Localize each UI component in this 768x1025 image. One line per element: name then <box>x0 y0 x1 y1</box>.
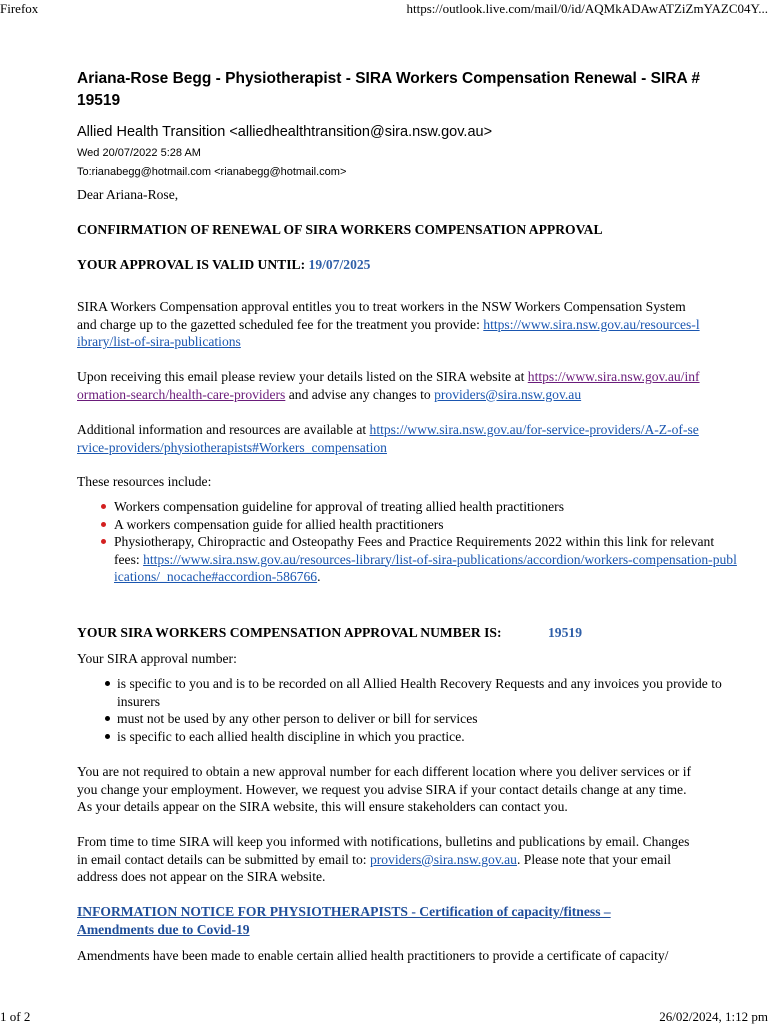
email-recipient: To:rianabegg@hotmail.com <rianabegg@hotmail.com> <box>77 166 347 178</box>
print-timestamp: 26/02/2024, 1:12 pm <box>659 1009 768 1024</box>
approval-intro: Your SIRA approval number: <box>77 651 237 666</box>
list-item-text: Physiotherapy, Chiropractic and Osteopathy Fees and Practice Requirements 2022 within this link for relevant fees: <box>114 534 715 567</box>
providers-email-link[interactable]: providers@sira.nsw.gov.au <box>434 386 582 402</box>
physiotherapists-link[interactable]: https://www.sira.nsw.gov.au/for-service-providers/A-Z-of-service-providers/physiotherapists#Workers_compensation <box>77 422 699 455</box>
paragraph-text: . Please note that your email address does not appear on the SIRA website. <box>77 851 672 884</box>
approval-points-list <box>77 675 741 745</box>
paragraph-text: and advise any changes to <box>285 386 435 402</box>
list-item <box>114 498 738 516</box>
list-item: is specific to you and is to be recorded on all Allied Health Recovery Requests and any invoices you provide to insurers <box>117 675 741 710</box>
greeting: Dear Ariana-Rose, <box>77 187 179 202</box>
resources-intro: These resources include: <box>77 474 212 489</box>
email-date: Wed 20/07/2022 5:28 AM <box>77 147 201 159</box>
email-sender: Allied Health Transition <alliedhealthtransition@sira.nsw.gov.au> <box>77 124 493 140</box>
list-item-text: Workers compensation guideline for approval of treating allied health practitioners <box>114 499 564 514</box>
publications-link[interactable]: https://www.sira.nsw.gov.au/resources-library/list-of-sira-publications <box>77 316 700 349</box>
providers-email-link[interactable]: providers@sira.nsw.gov.au <box>369 851 517 867</box>
paragraph-text: SIRA Workers Compensation approval entitles you to treat workers in the NSW Workers Compensation System and charge up to the gazetted scheduled fee for the treatment you provide: <box>77 299 686 332</box>
confirmation-heading: CONFIRMATION OF RENEWAL OF SIRA WORKERS COMPENSATION APPROVAL <box>77 222 603 237</box>
additional-info-paragraph <box>77 421 701 456</box>
resources-list <box>77 498 738 586</box>
fees-publications-link[interactable]: https://www.sira.nsw.gov.au/resources-library/list-of-sira-publications/accordion/workers-compensation-publications/_nocache#accordion-586766 <box>114 551 737 584</box>
paragraph-text: From time to time SIRA will keep you informed with notifications, bulletins and publications by email. Changes in email contact details can be submitted by email to: <box>77 834 690 867</box>
list-item-text: A workers compensation guide for allied health practitioners <box>114 516 444 532</box>
page-url: https://outlook.live.com/mail/0/id/AQMkADAwATZiZmYAZC04Y... <box>406 1 768 16</box>
valid-until-line <box>77 256 701 274</box>
approval-entitlement-paragraph <box>77 298 701 351</box>
location-paragraph: You are not required to obtain a new approval number for each different location where you deliver services or if you change your employment. However, we request you advise SIRA if your contact details change at any time. As your details appear on the SIRA website, this will ensure stakeholders can contact you. <box>77 764 692 814</box>
approval-number-label: YOUR SIRA WORKERS COMPENSATION APPROVAL NUMBER IS: <box>77 625 502 640</box>
paragraph-text: Upon receiving this email please review your details listed on the SIRA website at <box>77 369 528 384</box>
amendments-paragraph: Amendments have been made to enable certain allied health practitioners to provide a certificate of capacity/ <box>77 948 669 963</box>
information-notice-link[interactable]: INFORMATION NOTICE FOR PHYSIOTHERAPISTS - Certification of capacity/fitness – Amendments due to Covid-19 <box>77 904 611 937</box>
health-care-providers-link[interactable]: https://www.sira.nsw.gov.au/information-search/health-care-providers <box>77 369 700 402</box>
notifications-paragraph <box>77 833 701 886</box>
valid-until-date: 19/07/2025 <box>308 257 371 272</box>
approval-number-line <box>77 624 701 642</box>
approval-number: 19519 <box>548 625 582 640</box>
page-counter: 1 of 2 <box>0 1009 31 1024</box>
list-item: is specific to each allied health discipline in which you practice. <box>117 728 741 746</box>
email-subject: Ariana-Rose Begg - Physiotherapist - SIRA Workers Compensation Renewal - SIRA # 19519 <box>77 70 700 109</box>
browser-name: Firefox <box>0 1 39 16</box>
paragraph-text: Additional information and resources are available at <box>77 422 370 437</box>
review-details-paragraph <box>77 368 701 403</box>
list-item <box>114 516 738 534</box>
notice-heading-block <box>77 903 657 938</box>
valid-until-label: YOUR APPROVAL IS VALID UNTIL: <box>77 257 306 272</box>
list-item: must not be used by any other person to deliver or bill for services <box>117 710 741 728</box>
list-item: Physiotherapy, Chiropractic and Osteopathy Fees and Practice Requirements 2022 within this link for relevant fees: https://www.sira.nsw.gov.au/resources-library/list-of-sira-publications/accordion/workers-compensation-publications/_nocache#accordion-586766. <box>114 534 737 584</box>
